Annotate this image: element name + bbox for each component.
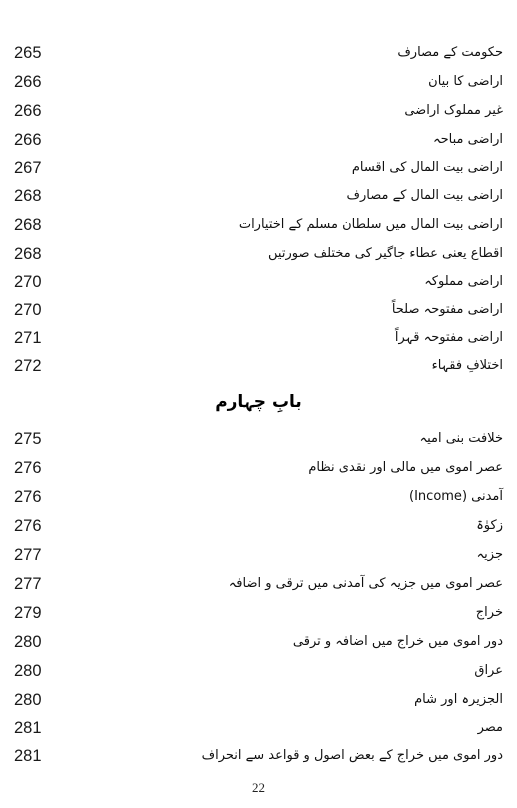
toc-entry: [14, 99, 503, 123]
page-footer-number: 22: [252, 780, 265, 795]
toc-entry-title: اراضی مباحہ: [432, 132, 503, 147]
toc-entry-title: زکوٰۃ: [476, 518, 503, 533]
toc-entry: [14, 630, 503, 654]
toc-page-number: 276: [14, 517, 42, 535]
toc-entry-title: عصر اموی میں مالی اور نقدی نظام: [308, 460, 503, 475]
toc-entry-title: اراضی مفتوحہ قہراً: [394, 330, 503, 345]
toc-entry: [14, 744, 503, 768]
toc-entry: [14, 270, 503, 294]
toc-entry: [14, 485, 503, 509]
toc-page-number: 276: [14, 459, 42, 477]
toc-entry-title: خراج: [475, 605, 503, 620]
toc-page-number: 268: [14, 216, 42, 234]
toc-entry: [14, 543, 503, 567]
toc-page-number: 280: [14, 662, 42, 680]
toc-page-number: 277: [14, 575, 42, 593]
toc-page-number: 280: [14, 691, 42, 709]
toc-entry-title: اقطاع یعنی عطاء جاگیر کی مختلف صورتیں: [268, 246, 503, 261]
toc-page-number: 267: [14, 159, 42, 177]
toc-entry: [14, 70, 503, 94]
toc-page-number: 272: [14, 357, 42, 375]
toc-entry: [14, 456, 503, 480]
toc-entry: [14, 572, 503, 596]
toc-entry-title: عراق: [474, 663, 503, 678]
toc-entry-title: حکومت کے مصارف: [397, 45, 503, 60]
toc-entry-title: خلافت بنی امیہ: [419, 431, 503, 446]
toc-page-number: 266: [14, 102, 42, 120]
toc-entry-title: دور اموی میں خراج کے بعض اصول و قواعد سے انحراف: [201, 748, 503, 763]
toc-entry-title: اراضی مملوکہ: [424, 274, 503, 289]
toc-entry-title: اراضی کا بیان: [428, 74, 503, 89]
toc-entry: [14, 242, 503, 266]
toc-entry-title: دور اموی میں خراج میں اضافہ و ترقی: [292, 634, 503, 649]
toc-entry: [14, 514, 503, 538]
toc-entry-title: الجزیرہ اور شام: [414, 692, 503, 707]
toc-page-number: 280: [14, 633, 42, 651]
toc-entry: [14, 688, 503, 712]
toc-entry: [14, 354, 503, 378]
toc-page-number: 268: [14, 187, 42, 205]
toc-entry-title: جزیہ: [476, 547, 503, 562]
toc-entry-title: اراضی بیت المال میں سلطان مسلم کے اختیارات: [238, 217, 503, 232]
toc-page-number: 265: [14, 44, 42, 62]
toc-entry: [14, 427, 503, 451]
toc-entry: [14, 41, 503, 65]
toc-entry: [14, 184, 503, 208]
toc-entry-title: اراضی بیت المال کی اقسام: [351, 160, 503, 175]
toc-page-number: 266: [14, 73, 42, 91]
toc-entry-title: اراضی بیت المال کے مصارف: [346, 188, 503, 203]
toc-page-number: 281: [14, 747, 42, 765]
toc-entry-title: آمدنی (Income): [409, 489, 503, 504]
toc-entry-title: اراضی مفتوحہ صلحاً: [391, 302, 503, 317]
toc-page-number: 279: [14, 604, 42, 622]
chapter-heading: بابِ چہارم: [215, 392, 302, 412]
toc-page-number: 276: [14, 488, 42, 506]
toc-entry-title: عصر اموی میں جزیہ کی آمدنی میں ترقی و اضافہ: [228, 576, 503, 591]
toc-entry: [14, 298, 503, 322]
toc-entry: [14, 128, 503, 152]
toc-page-number: 277: [14, 546, 42, 564]
toc-entry-title: غیر مملوک اراضی: [404, 103, 503, 118]
toc-page-number: 268: [14, 245, 42, 263]
toc-entry: [14, 326, 503, 350]
toc-entry: [14, 213, 503, 237]
toc-entry: [14, 156, 503, 180]
toc-entry: [14, 601, 503, 625]
toc-page-number: 281: [14, 719, 42, 737]
toc-entry-title: مصر: [477, 720, 503, 735]
toc-entry: [14, 659, 503, 683]
toc-entry: [14, 716, 503, 740]
toc-page-number: 271: [14, 329, 42, 347]
toc-page-number: 275: [14, 430, 42, 448]
toc-entry-title: اختلافِ فقہاء: [431, 358, 503, 373]
toc-page-number: 266: [14, 131, 42, 149]
toc-page-number: 270: [14, 301, 42, 319]
toc-page-number: 270: [14, 273, 42, 291]
